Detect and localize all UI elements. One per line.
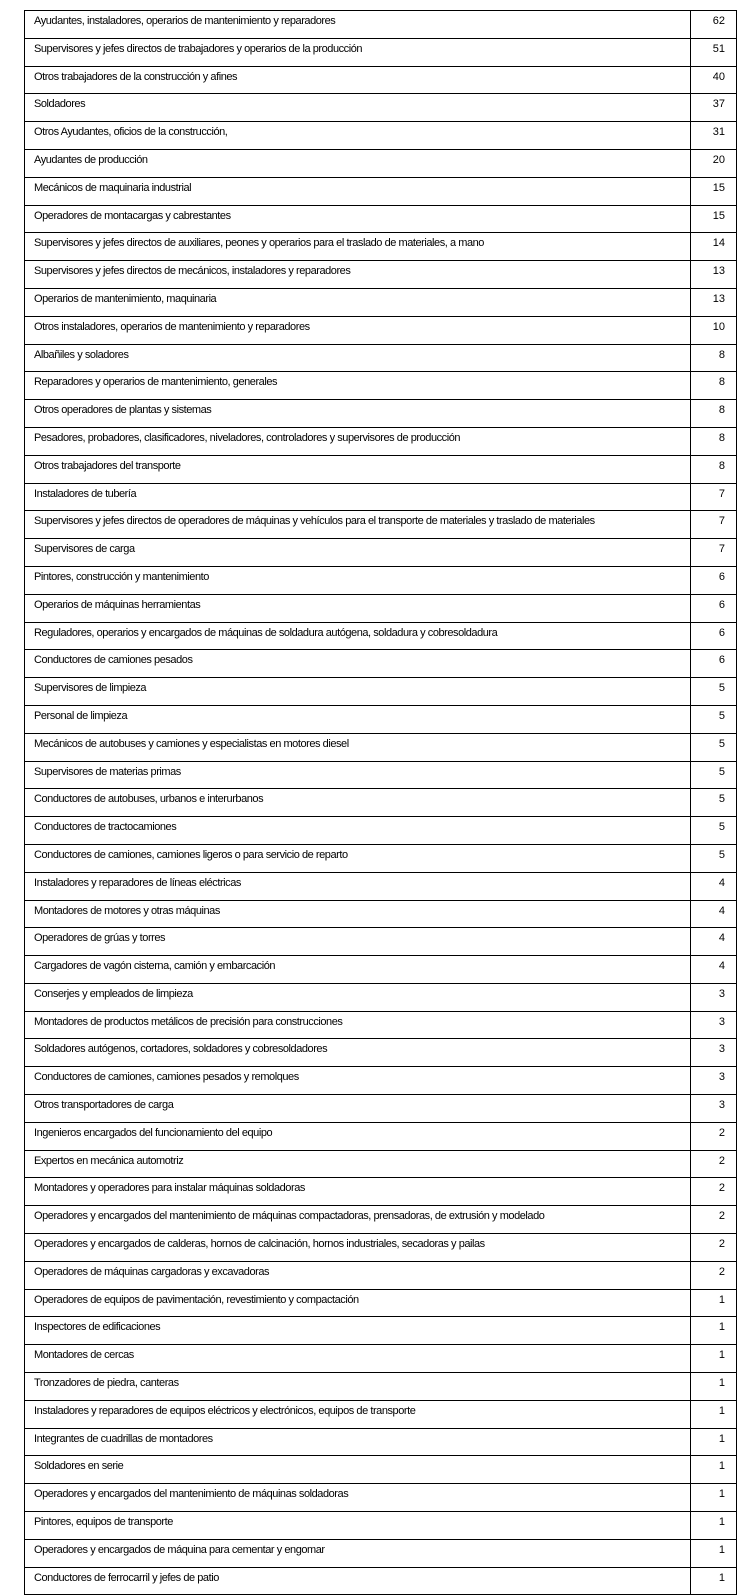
occupation-cell: Mecánicos de autobuses y camiones y especialistas en motores diesel	[25, 733, 691, 761]
table-row	[25, 1428, 737, 1456]
count-cell: 1	[691, 1373, 737, 1401]
occupation-cell: Conductores de camiones pesados	[25, 650, 691, 678]
count-cell: 8	[691, 372, 737, 400]
occupation-cell: Montadores de motores y otras máquinas	[25, 900, 691, 928]
table-row	[25, 1512, 737, 1540]
occupation-cell: Operadores y encargados de calderas, hornos de calcinación, hornos industriales, secadoras y pailas	[25, 1234, 691, 1262]
count-cell: 4	[691, 872, 737, 900]
count-cell: 7	[691, 539, 737, 567]
occupation-cell: Operadores y encargados del mantenimiento de máquinas soldadoras	[25, 1484, 691, 1512]
occupation-cell: Instaladores de tubería	[25, 483, 691, 511]
table-row	[25, 1178, 737, 1206]
occupation-cell: Supervisores de limpieza	[25, 678, 691, 706]
count-cell: 40	[691, 66, 737, 94]
occupation-cell: Albañiles y soladores	[25, 344, 691, 372]
table-row	[25, 1067, 737, 1095]
occupation-cell: Tronzadores de piedra, canteras	[25, 1373, 691, 1401]
count-cell: 4	[691, 900, 737, 928]
count-cell: 5	[691, 761, 737, 789]
table-row	[25, 344, 737, 372]
count-cell: 5	[691, 817, 737, 845]
occupation-cell: Montadores de cercas	[25, 1345, 691, 1373]
occupation-cell: Mecánicos de maquinaria industrial	[25, 177, 691, 205]
occupation-cell: Soldadores	[25, 94, 691, 122]
occupation-cell: Cargadores de vagón cisterna, camión y embarcación	[25, 956, 691, 984]
count-cell: 2	[691, 1206, 737, 1234]
occupation-cell: Ayudantes, instaladores, operarios de mantenimiento y reparadores	[25, 11, 691, 39]
count-cell: 1	[691, 1289, 737, 1317]
count-cell: 2	[691, 1178, 737, 1206]
count-cell: 5	[691, 789, 737, 817]
occupation-cell: Conductores de camiones, camiones ligeros o para servicio de reparto	[25, 844, 691, 872]
occupation-cell: Supervisores y jefes directos de mecánicos, instaladores y reparadores	[25, 261, 691, 289]
table-row	[25, 1261, 737, 1289]
count-cell: 8	[691, 427, 737, 455]
table-row	[25, 483, 737, 511]
occupation-cell: Inspectores de edificaciones	[25, 1317, 691, 1345]
count-cell: 5	[691, 678, 737, 706]
count-cell: 1	[691, 1567, 737, 1595]
count-cell: 31	[691, 122, 737, 150]
count-cell: 8	[691, 455, 737, 483]
occupation-cell: Instaladores y reparadores de líneas eléctricas	[25, 872, 691, 900]
count-cell: 6	[691, 566, 737, 594]
table-row	[25, 372, 737, 400]
occupation-cell: Otros trabajadores de la construcción y afines	[25, 66, 691, 94]
occupation-cell: Operadores de máquinas cargadoras y excavadoras	[25, 1261, 691, 1289]
count-cell: 14	[691, 233, 737, 261]
occupation-cell: Instaladores y reparadores de equipos eléctricos y electrónicos, equipos de transporte	[25, 1400, 691, 1428]
table-row	[25, 1206, 737, 1234]
table-row	[25, 1567, 737, 1595]
count-cell: 3	[691, 1039, 737, 1067]
table-row	[25, 149, 737, 177]
occupation-cell: Supervisores de carga	[25, 539, 691, 567]
count-cell: 13	[691, 288, 737, 316]
occupation-cell: Ayudantes de producción	[25, 149, 691, 177]
table-row	[25, 1289, 737, 1317]
occupation-cell: Supervisores y jefes directos de operadores de máquinas y vehículos para el transporte de materiales y traslado de materiales	[25, 511, 691, 539]
count-cell: 15	[691, 205, 737, 233]
occupation-cell: Pintores, equipos de transporte	[25, 1512, 691, 1540]
table-row	[25, 122, 737, 150]
table-row	[25, 427, 737, 455]
count-cell: 2	[691, 1261, 737, 1289]
count-cell: 4	[691, 956, 737, 984]
occupation-cell: Pesadores, probadores, clasificadores, niveladores, controladores y supervisores de producción	[25, 427, 691, 455]
table-row	[25, 94, 737, 122]
table-row	[25, 928, 737, 956]
table-row	[25, 900, 737, 928]
count-cell: 3	[691, 1011, 737, 1039]
table-row	[25, 205, 737, 233]
count-cell: 1	[691, 1484, 737, 1512]
count-cell: 10	[691, 316, 737, 344]
occupation-cell: Montadores y operadores para instalar máquinas soldadoras	[25, 1178, 691, 1206]
table-row	[25, 1317, 737, 1345]
table-row	[25, 789, 737, 817]
table-row	[25, 511, 737, 539]
count-cell: 1	[691, 1400, 737, 1428]
count-cell: 6	[691, 594, 737, 622]
table-row	[25, 1400, 737, 1428]
table-row	[25, 11, 737, 39]
occupation-cell: Montadores de productos metálicos de precisión para construcciones	[25, 1011, 691, 1039]
count-cell: 8	[691, 400, 737, 428]
occupation-cell: Operadores de montacargas y cabrestantes	[25, 205, 691, 233]
table-row	[25, 1539, 737, 1567]
occupation-cell: Supervisores de materias primas	[25, 761, 691, 789]
table-row	[25, 1456, 737, 1484]
occupation-cell: Conserjes y empleados de limpieza	[25, 983, 691, 1011]
table-row	[25, 1011, 737, 1039]
table-row	[25, 66, 737, 94]
table-row	[25, 1122, 737, 1150]
count-cell: 5	[691, 705, 737, 733]
table-row	[25, 1039, 737, 1067]
count-cell: 1	[691, 1428, 737, 1456]
count-cell: 1	[691, 1317, 737, 1345]
count-cell: 1	[691, 1539, 737, 1567]
occupation-cell: Personal de limpieza	[25, 705, 691, 733]
table-row	[25, 400, 737, 428]
occupation-cell: Reguladores, operarios y encargados de máquinas de soldadura autógena, soldadura y cobresoldadura	[25, 622, 691, 650]
table-row	[25, 817, 737, 845]
count-cell: 1	[691, 1345, 737, 1373]
table-row	[25, 233, 737, 261]
count-cell: 5	[691, 733, 737, 761]
table-body	[25, 11, 737, 1595]
occupation-cell: Otros transportadores de carga	[25, 1095, 691, 1123]
occupation-cell: Supervisores y jefes directos de trabajadores y operarios de la producción	[25, 38, 691, 66]
count-cell: 6	[691, 622, 737, 650]
table-row	[25, 38, 737, 66]
occupation-cell: Otros instaladores, operarios de mantenimiento y reparadores	[25, 316, 691, 344]
count-cell: 1	[691, 1512, 737, 1540]
count-cell: 3	[691, 983, 737, 1011]
table-row	[25, 761, 737, 789]
table-row	[25, 177, 737, 205]
occupation-cell: Conductores de ferrocarril y jefes de patio	[25, 1567, 691, 1595]
occupation-cell: Pintores, construcción y mantenimiento	[25, 566, 691, 594]
occupation-cell: Soldadores autógenos, cortadores, soldadores y cobresoldadores	[25, 1039, 691, 1067]
occupation-cell: Reparadores y operarios de mantenimiento, generales	[25, 372, 691, 400]
count-cell: 37	[691, 94, 737, 122]
occupation-cell: Conductores de autobuses, urbanos e interurbanos	[25, 789, 691, 817]
table-row	[25, 678, 737, 706]
occupation-cell: Operadores de grúas y torres	[25, 928, 691, 956]
table-row	[25, 983, 737, 1011]
table-row	[25, 455, 737, 483]
table-row	[25, 1150, 737, 1178]
table-row	[25, 1234, 737, 1262]
count-cell: 62	[691, 11, 737, 39]
count-cell: 7	[691, 511, 737, 539]
table-row	[25, 1345, 737, 1373]
occupation-cell: Supervisores y jefes directos de auxiliares, peones y operarios para el traslado de materiales, a mano	[25, 233, 691, 261]
occupation-cell: Otros operadores de plantas y sistemas	[25, 400, 691, 428]
occupation-cell: Conductores de camiones, camiones pesados y remolques	[25, 1067, 691, 1095]
table-row	[25, 1373, 737, 1401]
occupation-cell: Integrantes de cuadrillas de montadores	[25, 1428, 691, 1456]
occupation-cell: Ingenieros encargados del funcionamiento del equipo	[25, 1122, 691, 1150]
table-row	[25, 844, 737, 872]
occupation-cell: Operadores de equipos de pavimentación, revestimiento y compactación	[25, 1289, 691, 1317]
count-cell: 13	[691, 261, 737, 289]
table-row	[25, 1095, 737, 1123]
count-cell: 2	[691, 1150, 737, 1178]
occupation-cell: Operadores y encargados de máquina para cementar y engomar	[25, 1539, 691, 1567]
table-row	[25, 733, 737, 761]
table-row	[25, 622, 737, 650]
count-cell: 4	[691, 928, 737, 956]
table-row	[25, 705, 737, 733]
table-row	[25, 594, 737, 622]
count-cell: 7	[691, 483, 737, 511]
table-row	[25, 872, 737, 900]
count-cell: 3	[691, 1095, 737, 1123]
occupation-count-table	[24, 10, 737, 1595]
table-row	[25, 1484, 737, 1512]
count-cell: 8	[691, 344, 737, 372]
count-cell: 3	[691, 1067, 737, 1095]
table-row	[25, 650, 737, 678]
table-row	[25, 261, 737, 289]
occupation-cell: Soldadores en serie	[25, 1456, 691, 1484]
count-cell: 20	[691, 149, 737, 177]
count-cell: 5	[691, 844, 737, 872]
occupation-cell: Otros Ayudantes, oficios de la construcción,	[25, 122, 691, 150]
count-cell: 6	[691, 650, 737, 678]
occupation-cell: Conductores de tractocamiones	[25, 817, 691, 845]
occupation-cell: Operarios de máquinas herramientas	[25, 594, 691, 622]
occupation-cell: Operarios de mantenimiento, maquinaria	[25, 288, 691, 316]
occupation-cell: Otros trabajadores del transporte	[25, 455, 691, 483]
occupation-cell: Expertos en mecánica automotriz	[25, 1150, 691, 1178]
count-cell: 15	[691, 177, 737, 205]
table-row	[25, 316, 737, 344]
table-row	[25, 539, 737, 567]
count-cell: 2	[691, 1234, 737, 1262]
occupation-table-container	[24, 10, 725, 1595]
table-row	[25, 288, 737, 316]
occupation-cell: Operadores y encargados del mantenimiento de máquinas compactadoras, prensadoras, de extrusión y modelado	[25, 1206, 691, 1234]
count-cell: 2	[691, 1122, 737, 1150]
count-cell: 1	[691, 1456, 737, 1484]
table-row	[25, 956, 737, 984]
table-row	[25, 566, 737, 594]
count-cell: 51	[691, 38, 737, 66]
